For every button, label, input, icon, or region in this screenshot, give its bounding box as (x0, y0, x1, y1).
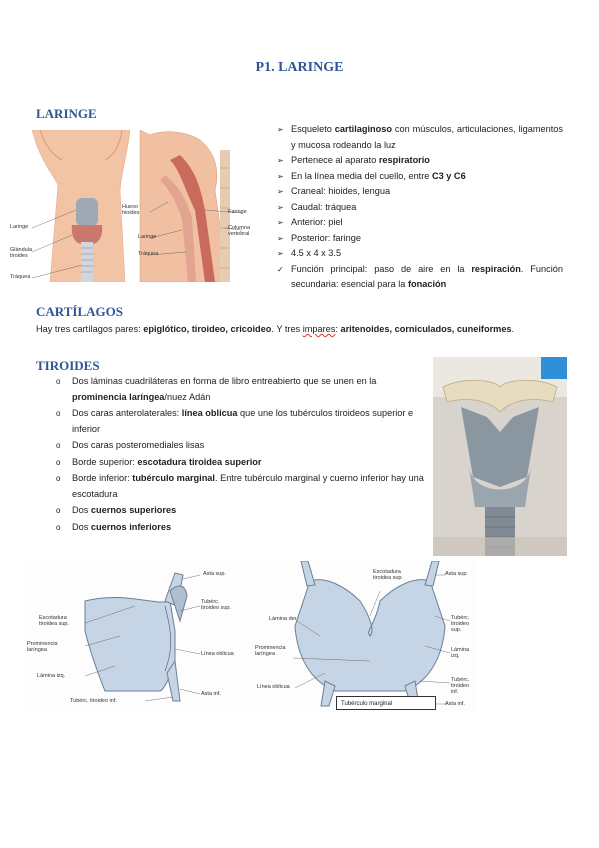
diagram-label: Asta sup. (203, 571, 226, 577)
figure-label: Faringe (228, 209, 247, 215)
circle-bullet-icon: o (56, 474, 61, 483)
bold-text: línea oblicua (181, 408, 238, 418)
thyroid-cartilage-diagram (25, 561, 477, 713)
bold-text: cartilaginoso (334, 124, 392, 134)
laringe-bullet-item (255, 184, 563, 200)
laringe-bullet-item (255, 246, 563, 262)
arrow-bullet-icon: ➢ (277, 249, 284, 258)
figure-label: Glándula tiroides (10, 247, 33, 259)
tiroides-item (52, 503, 424, 519)
text-run: Caudal: tráquea (291, 201, 357, 212)
text-run: Pertenece al aparato (291, 155, 379, 165)
arrow-bullet-icon: ➢ (277, 187, 284, 196)
item-text (72, 505, 176, 515)
tiroides-item (52, 406, 424, 437)
circle-bullet-icon: o (56, 522, 61, 532)
bullet-text (291, 248, 341, 258)
item-text (72, 457, 261, 467)
diagram-label: Tubérc. tiroideo sup. (201, 599, 231, 611)
figure-label: Laringe (138, 234, 157, 240)
section-heading-tiroides: TIROIDES (36, 358, 100, 373)
circle-bullet-icon: o (56, 377, 61, 386)
figure-label: Laringe (10, 224, 29, 230)
diagram-label: Línea oblicua (257, 684, 290, 690)
arrow-bullet-icon: ➢ (277, 202, 284, 212)
laringe-bullet-item (255, 153, 563, 169)
figure-label: Tráquea (138, 251, 159, 257)
diagram-label: Tubérc. tiroideo inf. (451, 677, 470, 695)
text-run: Posterior: faringe (291, 232, 361, 243)
cartilagos-text: . (511, 324, 515, 334)
text-run: . Entre tubérculo marginal y cuerno inferior hay una escotadura (72, 473, 424, 499)
bullet-text (291, 171, 466, 181)
bold-text: cuernos inferiores (90, 521, 172, 532)
text-run: que une los tubérculos tiroideos superior e inferior (72, 408, 414, 434)
section-heading-laringe: LARINGE (36, 106, 97, 121)
diagram-label: Prominencia laríngea (255, 645, 286, 657)
text-run: Función principal: paso de aire en la (291, 263, 472, 274)
arrow-bullet-icon: ➢ (277, 125, 284, 134)
diagram-label: Lámina izq. (451, 647, 470, 659)
circle-bullet-icon: o (56, 441, 61, 450)
text-run: Borde inferior: (72, 473, 133, 483)
cartilagos-text: Hay tres cartílagos pares: (36, 324, 144, 334)
thyroid-cartilage-illustration (25, 561, 477, 713)
bullet-text (291, 155, 430, 165)
item-text (72, 440, 204, 450)
diagram-label: Escotadura tiroidea sup. (39, 615, 69, 627)
bold-text: respiración (471, 263, 521, 274)
laringe-bullet-item (255, 169, 563, 185)
text-run: En la línea media del cuello, entre (291, 170, 432, 181)
text-run: Borde superior: (72, 456, 138, 467)
diagram-label: Lámina der. (269, 616, 298, 622)
tiroides-item (52, 471, 424, 502)
arrow-bullet-icon: ➢ (277, 218, 284, 227)
bullet-text (291, 217, 343, 227)
text-run: Dos (72, 521, 91, 532)
section-heading-cartilagos: CARTÍLAGOS (36, 304, 123, 319)
bold-text: escotadura tiroidea superior (137, 456, 262, 467)
bullet-text (291, 124, 563, 150)
text-run: con músculos, articulaciones, ligamentos y mucosa rodeando la luz (291, 124, 563, 150)
funcion-text (291, 264, 563, 290)
bold-text: C3 y C6 (431, 170, 466, 181)
circle-bullet-icon: o (56, 506, 61, 515)
circle-bullet-icon: o (56, 457, 61, 467)
diagram-label: Línea oblicua (201, 651, 234, 657)
diagram-label: Tubérc. tiroideo inf. (70, 698, 117, 704)
check-icon: ✓ (277, 264, 284, 274)
text-run: . Función secundaria: esencial para la (291, 263, 563, 289)
tiroides-list (52, 374, 424, 536)
item-text (72, 376, 376, 402)
text-run: Esqueleto (291, 124, 335, 134)
bold-text: respiratorio (378, 155, 430, 165)
text-run: /nuez Adán (164, 391, 211, 402)
callout-box: Tubérculo marginal (336, 696, 436, 710)
diagram-label: Lámina izq. (37, 673, 66, 679)
bullet-text (291, 202, 356, 212)
cartilagos-paragraph (36, 322, 576, 338)
diagram-label: Tubérc. tiroideo sup. (451, 615, 470, 633)
text-run: Dos caras posteromediales lisas (72, 440, 205, 450)
bullet-text (291, 186, 390, 196)
diagram-label: Prominencia laríngea (27, 641, 58, 653)
laringe-bullet-item (255, 215, 563, 231)
text-run: Dos caras anterolaterales: (72, 408, 182, 418)
tiroides-item (52, 520, 424, 536)
cartilagos-impares: aritenoides, corniculados, cuneiformes (340, 324, 512, 334)
text-run: Craneal: hioides, lengua (291, 186, 391, 196)
bold-text: cuernos superiores (90, 505, 177, 515)
circle-bullet-icon: o (56, 409, 61, 418)
cartilagos-impares-word: impares (302, 324, 336, 334)
arrow-bullet-icon: ➢ (277, 171, 284, 181)
tiroides-item (52, 438, 424, 454)
text-run: Dos (72, 505, 91, 515)
cartilagos-text: : (335, 324, 341, 334)
cartilagos-pares: epiglótico, tiroideo, cricoideo (143, 324, 272, 334)
funcion-principal (255, 262, 563, 293)
tiroides-item (52, 455, 424, 471)
thyroid-model-illustration (433, 357, 567, 556)
laringe-bullet-item (255, 200, 563, 216)
arrow-bullet-icon: ➢ (277, 156, 284, 165)
bullet-text (291, 233, 361, 243)
item-text (72, 473, 424, 499)
laringe-bullet-item (255, 122, 563, 153)
bold-text: fonación (407, 279, 447, 289)
cartilagos-text: . Y tres (271, 324, 303, 334)
text-run: Dos láminas cuadriláteras en forma de libro entreabierto que se unen en la (72, 376, 377, 386)
item-text (72, 408, 413, 434)
text-run: Anterior: piel (291, 217, 343, 227)
arrow-bullet-icon: ➢ (277, 233, 284, 243)
bold-text: prominencia laríngea (72, 391, 165, 402)
tiroides-item (52, 374, 424, 405)
text-run: 4.5 x 4 x 3.5 (291, 248, 342, 258)
diagram-label: Escotadura tiroidea sup. (373, 569, 403, 581)
figure-label: Columna vertebral (228, 225, 251, 237)
laringe-figure (10, 130, 250, 282)
item-text (72, 522, 171, 532)
bold-text: tubérculo marginal (132, 473, 215, 483)
diagram-label: Asta sup. (445, 571, 468, 577)
diagram-label: Asta inf. (201, 691, 221, 697)
laringe-bullet-item (255, 231, 563, 247)
laringe-bullet-list (255, 122, 563, 293)
diagram-label: Asta inf. (445, 701, 465, 707)
thyroid-model-photo (433, 357, 567, 556)
page-title: P1. LARINGE (255, 60, 344, 75)
figure-label: Tráquea (10, 274, 31, 280)
figure-label: Hueso hioides (122, 204, 140, 216)
